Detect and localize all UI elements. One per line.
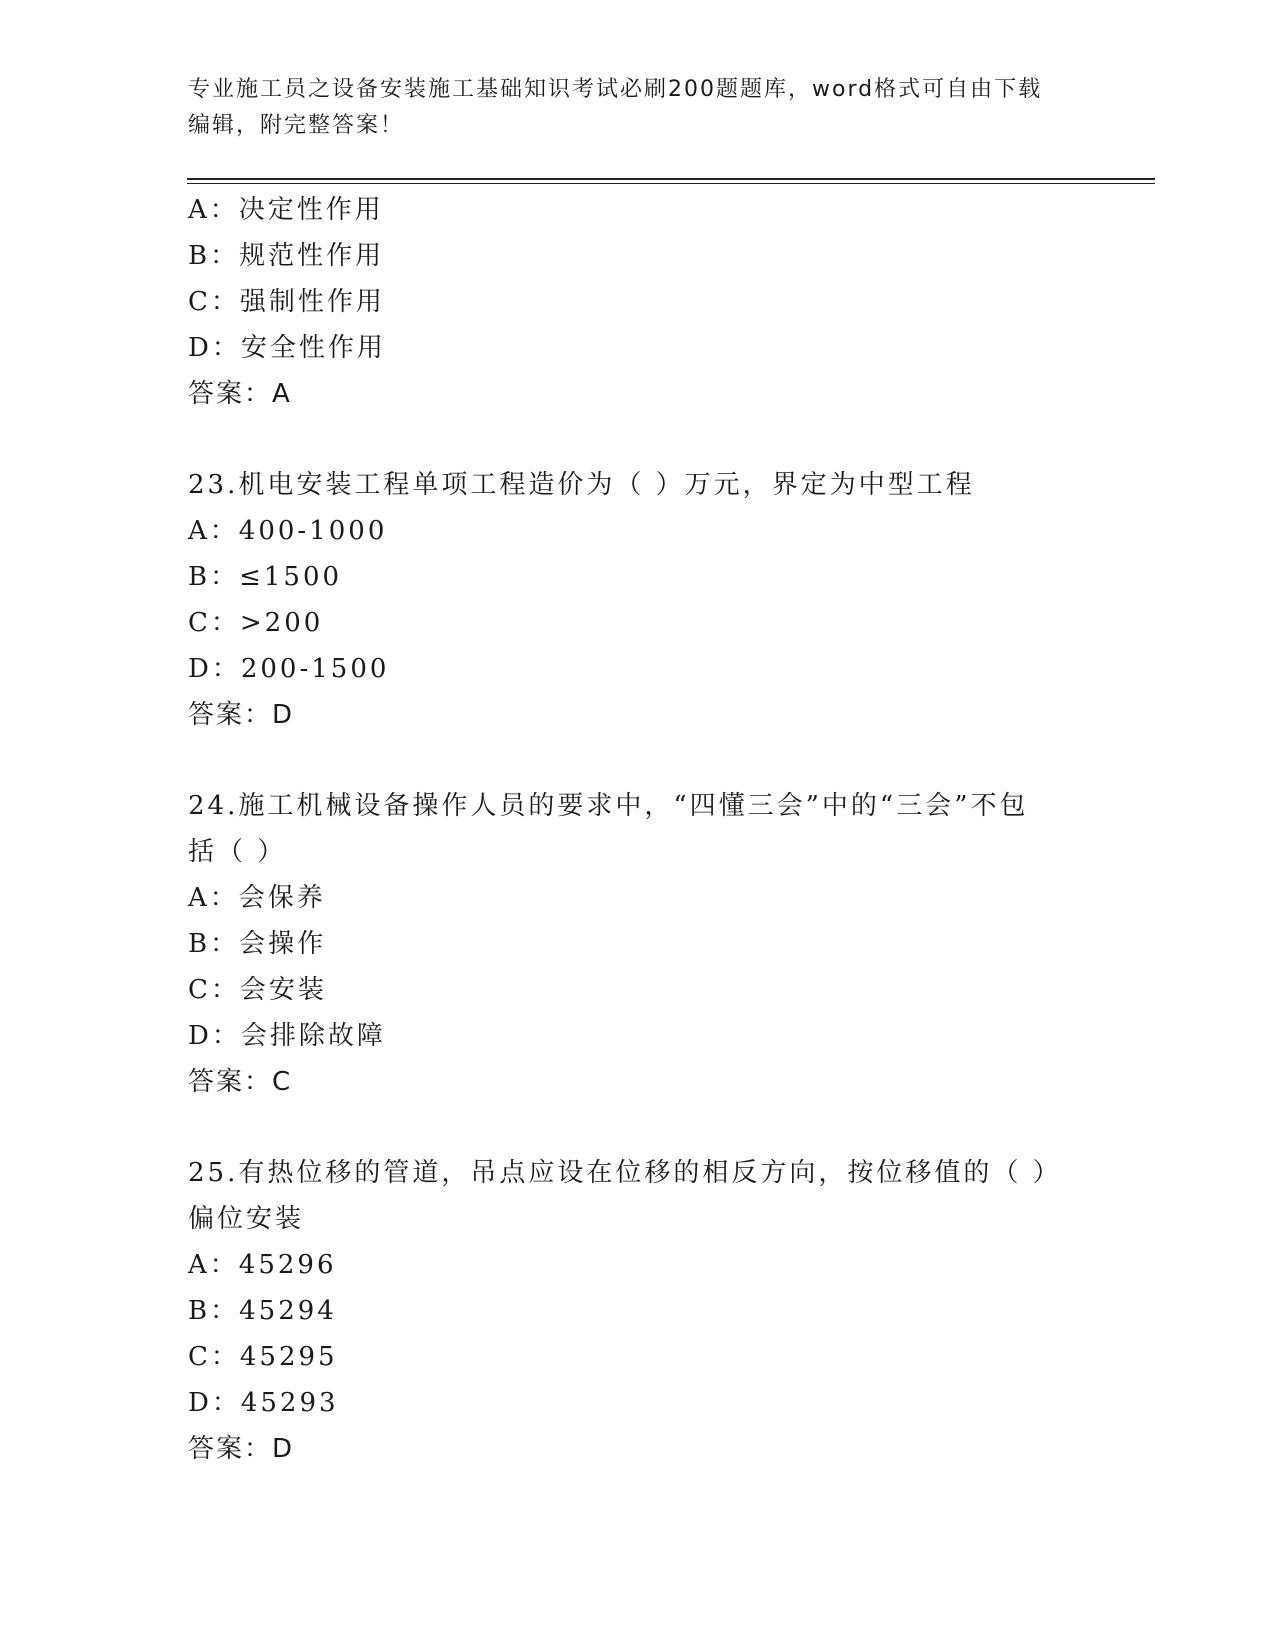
option-d: D：会排除故障 [188, 1021, 386, 1051]
document-header [188, 72, 1068, 144]
answer-line: 答案：C [188, 1067, 293, 1097]
option-b: B：45294 [188, 1296, 337, 1326]
answer-line: 答案：A [188, 379, 292, 409]
question-stem-line-2: 括（ ） [188, 837, 287, 867]
option-c: C：45295 [188, 1342, 338, 1372]
question-24 [188, 783, 1088, 1105]
option-a: A：400-1000 [188, 516, 388, 546]
question-spacer [188, 1105, 1088, 1150]
question-22 [188, 187, 1088, 417]
question-25 [188, 1150, 1088, 1472]
header-divider-thick [187, 178, 1155, 180]
option-d: D：200-1500 [188, 654, 390, 684]
option-d: D：安全性作用 [188, 333, 386, 363]
question-23 [188, 462, 1088, 738]
answer-line: 答案：D [188, 1434, 295, 1464]
question-stem: 23.机电安装工程单项工程造价为（ ）万元，界定为中型工程 [188, 470, 975, 500]
option-a: A：决定性作用 [188, 195, 384, 225]
option-b: B：会操作 [188, 929, 327, 959]
question-list [188, 187, 1088, 1472]
question-stem-line-1: 24.施工机械设备操作人员的要求中，“四懂三会”中的“三会”不包 [188, 791, 1029, 821]
question-stem-line-2: 偏位安装 [188, 1204, 305, 1234]
question-stem-line-1: 25.有热位移的管道，吊点应设在位移的相反方向，按位移值的（ ） [188, 1158, 1062, 1188]
option-a: A：45296 [188, 1250, 337, 1280]
option-c: C：会安装 [188, 975, 327, 1005]
option-b: B：≤1500 [188, 562, 343, 592]
option-d: D：45293 [188, 1388, 339, 1418]
header-divider-thin [187, 183, 1155, 184]
option-c: C：强制性作用 [188, 287, 385, 317]
option-b: B：规范性作用 [188, 241, 385, 271]
question-spacer [188, 738, 1088, 783]
option-c: C：>200 [188, 608, 324, 638]
header-title-line-2: 编辑，附完整答案！ [188, 113, 405, 138]
answer-line: 答案：D [188, 700, 295, 730]
option-a: A：会保养 [188, 883, 326, 913]
question-spacer [188, 417, 1088, 462]
header-title-line-1: 专业施工员之设备安装施工基础知识考试必刷200题题库，word格式可自由下载 [188, 77, 1043, 102]
